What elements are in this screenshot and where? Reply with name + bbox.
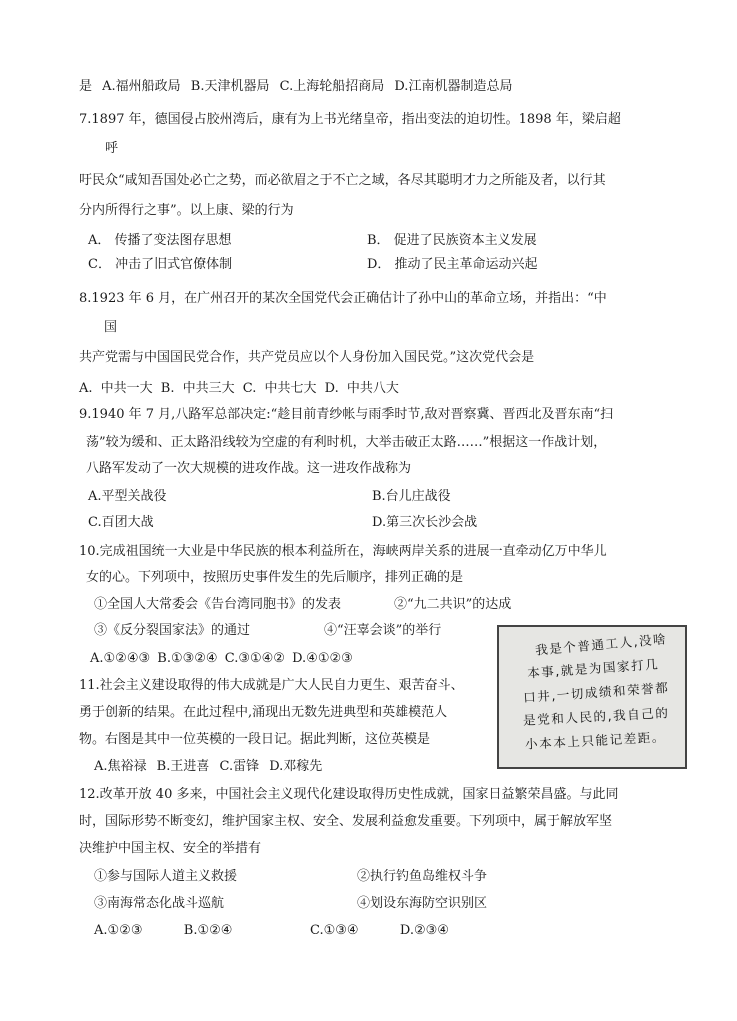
q12-stem-line1: 12.改革开放 40 多来，中国社会主义现代化建设取得历史性成就，国家日益繁荣昌盛。与此同 bbox=[79, 787, 619, 802]
q12-item-1: ①参与国际人道主义救援 bbox=[94, 869, 238, 884]
diary-line-5: 小本本上只能记差距。 bbox=[524, 729, 667, 752]
q8-stem-line2: 共产党需与中国国民党合作，共产党员应以个人身份加入国民党。”这次党代会是 bbox=[79, 350, 535, 365]
q8-stem-line1-wrap: 国 bbox=[104, 320, 118, 335]
q10-options: A.①②④③ B.①③②④ C.③①④② D.④①②③ bbox=[90, 651, 353, 666]
diary-line-4: 是党和人民的,我自己的 bbox=[522, 705, 670, 728]
q7-option-c: C． 冲击了旧式官僚体制 bbox=[88, 257, 233, 272]
diary-image bbox=[497, 625, 687, 769]
q9-stem-line1: 9.1940 年 7 月,八路军总部决定:“趁目前青纱帐与雨季时节,敌对晋察冀、晋西北及晋东南“扫 bbox=[79, 407, 614, 422]
q11-stem-line2: 勇于创新的结果。在此过程中,涌现出无数先进典型和英雄模范人 bbox=[79, 705, 448, 720]
diary-line-1: 我是个普通工人,没啥 bbox=[534, 631, 668, 658]
q9-stem-line3: 八路军发动了一次大规模的进攻作战。这一进攻作战称为 bbox=[86, 461, 412, 476]
q7-stem-line2: 吁民众“咸知吾国处必亡之势，而必欲眉之于不亡之域，各尽其聪明才力之所能及者，以行其 bbox=[79, 173, 606, 188]
q7-option-b: B． 促进了民族资本主义发展 bbox=[367, 233, 537, 248]
q7-stem-line3: 分内所得行之事”。以上康、梁的行为 bbox=[79, 203, 294, 218]
q11-stem-line3: 物。右图是其中一位英模的一段日记。据此判断，这位英模是 bbox=[79, 732, 431, 747]
q8-options: A. 中共一大 B. 中共三大 C. 中共七大 D. 中共八大 bbox=[79, 381, 399, 396]
q11-options: A.焦裕禄 B.王进喜 C.雷锋 D.邓稼先 bbox=[94, 759, 323, 774]
q6-options: 是 A.福州船政局 B.天津机器局 C.上海轮船招商局 D.江南机器制造总局 bbox=[79, 79, 513, 94]
q12-stem-line2: 时，国际形势不断变幻，维护国家主权、安全、发展利益愈发重要。下列项中，属于解放军坚 bbox=[79, 814, 613, 829]
q10-item-1: ①全国人大常委会《告台湾同胞书》的发表 bbox=[94, 597, 342, 612]
q12-stem-line3: 决维护中国主权、安全的举措有 bbox=[79, 841, 262, 856]
q10-item-2: ②“九二共识”的达成 bbox=[394, 597, 512, 612]
q9-stem-line2: 荡”较为缓和、正太路沿线较为空虚的有利时机，大举击破正太路……”根据这一作战计划， bbox=[86, 435, 607, 450]
q7-option-a: A． 传播了变法图存思想 bbox=[88, 233, 232, 248]
q12-options-ab: A.①②③ B.①②④ bbox=[94, 923, 233, 938]
q12-item-4: ④划设东海防空识别区 bbox=[357, 896, 488, 911]
q12-item-3: ③南海常态化战斗巡航 bbox=[94, 896, 225, 911]
q10-item-3: ③《反分裂国家法》的通过 bbox=[94, 623, 251, 638]
q12-options-cd: C.①③④ D.②③④ bbox=[310, 923, 449, 938]
q9-option-b: B.台儿庄战役 bbox=[372, 489, 451, 504]
q9-option-a: A.平型关战役 bbox=[88, 489, 167, 504]
q9-option-d: D.第三次长沙会战 bbox=[372, 515, 478, 530]
diary-line-3: 口井,一切成绩和荣誉都 bbox=[522, 679, 670, 706]
q9-option-c: C.百团大战 bbox=[88, 515, 154, 530]
q10-item-4: ④“汪辜会谈”的举行 bbox=[324, 623, 442, 638]
q7-stem-line1: 7.1897 年，德国侵占胶州湾后，康有为上书光绪皇帝，指出变法的迫切性。1898 年，梁启超 bbox=[79, 112, 621, 127]
q8-stem-line1: 8.1923 年 6 月，在广州召开的某次全国党代会正确估计了孙中山的革命立场，并指出：“中 bbox=[79, 291, 607, 306]
q7-stem-line1-wrap: 呼 bbox=[105, 141, 119, 156]
diary-line-2: 本事,就是为国家打几 bbox=[526, 656, 660, 681]
q7-option-d: D． 推动了民主革命运动兴起 bbox=[367, 257, 538, 272]
q10-stem-line2: 女的心。下列项中，按照历史事件发生的先后顺序，排列正确的是 bbox=[86, 570, 464, 585]
q12-item-2: ②执行钓鱼岛维权斗争 bbox=[357, 869, 488, 884]
q10-stem-line1: 10.完成祖国统一大业是中华民族的根本利益所在，海峡两岸关系的进展一直牵动亿万中华儿 bbox=[79, 544, 607, 559]
q11-stem-line1: 11.社会主义建设取得的伟大成就是广大人民自力更生、艰苦奋斗、 bbox=[79, 678, 464, 693]
